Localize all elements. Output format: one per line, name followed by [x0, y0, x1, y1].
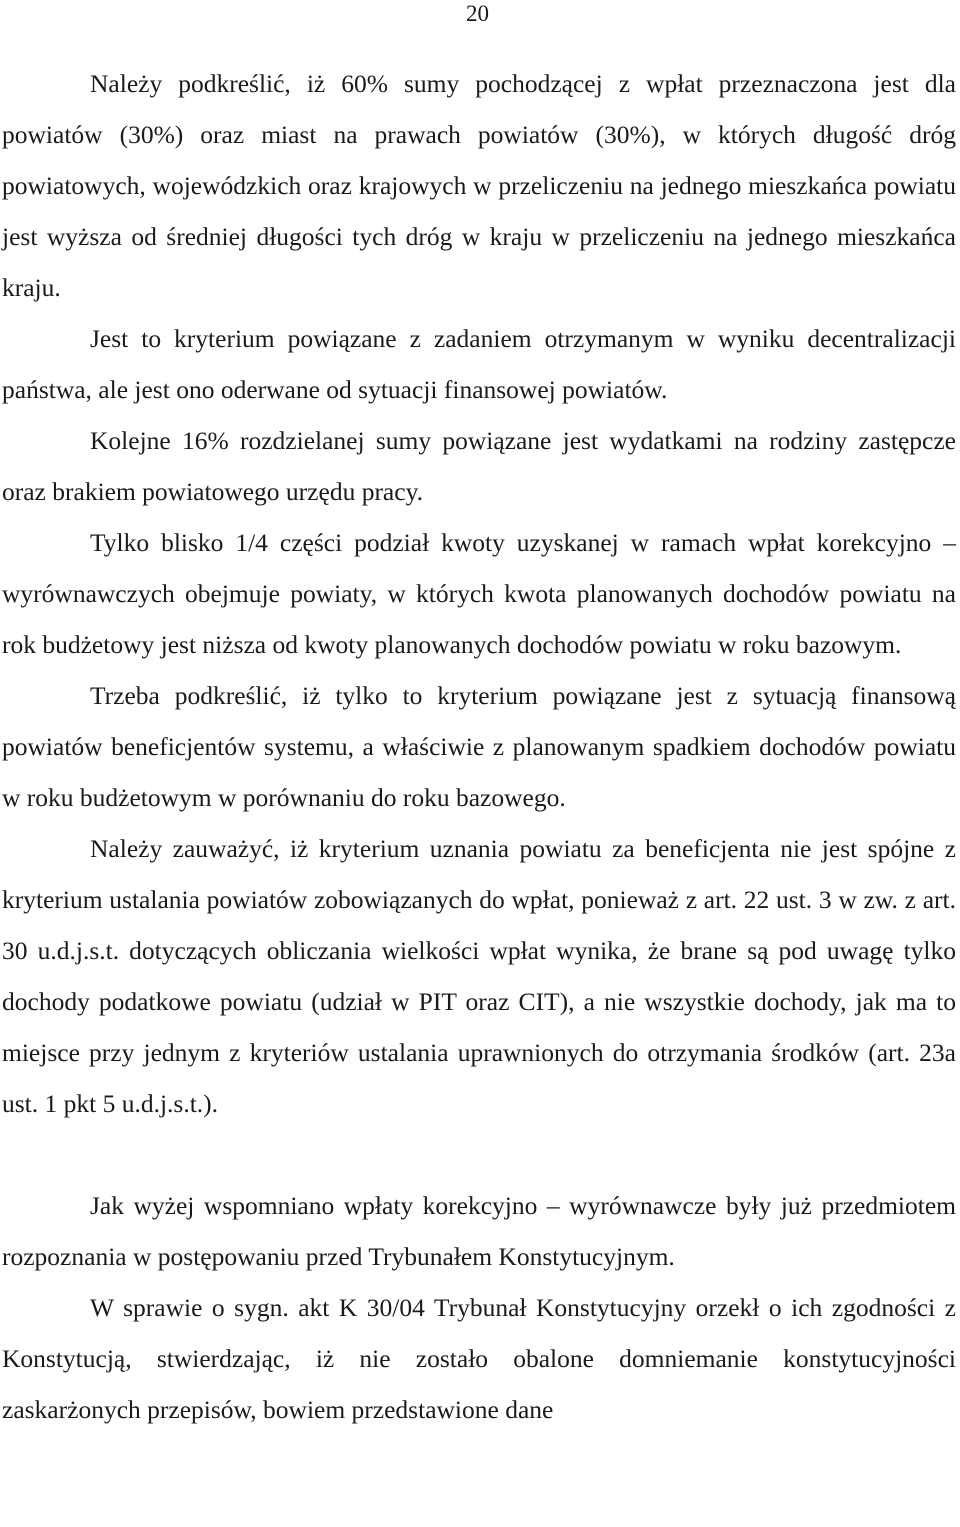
paragraph-4: Tylko blisko 1/4 części podział kwoty uzyskanej w ramach wpłat korekcyjno – wyrównawczych obejmuje powiaty, w których kwota planowanych dochodów powiatu na rok budżetowy jest niższa od kwoty planowanych dochodów powiatu w roku bazowym.: [2, 528, 956, 659]
page-number: 20: [466, 1, 489, 26]
paragraph-spacer: [2, 1129, 956, 1180]
paragraph-6: Należy zauważyć, iż kryterium uznania powiatu za beneficjenta nie jest spójne z kryterium ustalania powiatów zobowiązanych do wpłat, ponieważ z art. 22 ust. 3 w zw. z art. 30 u.d.j.s.t. dotyczących obliczania wielkości wpłat wynika, że brane są pod uwagę tylko dochody podatkowe powiatu (udział w PIT oraz CIT), a nie wszystkie dochody, jak ma to miejsce przy jednym z kryteriów ustalania uprawnionych do otrzymania środków (art. 23a ust. 1 pkt 5 u.d.j.s.t.).: [2, 834, 956, 1118]
paragraph-5: Trzeba podkreślić, iż tylko to kryterium powiązane jest z sytuacją finansową powiatów beneficjentów systemu, a właściwie z planowanym spadkiem dochodów powiatu w roku budżetowym w porównaniu do roku bazowego.: [2, 681, 956, 812]
paragraph-1: Należy podkreślić, iż 60% sumy pochodzącej z wpłat przeznaczona jest dla powiatów (30%) oraz miast na prawach powiatów (30%), w których długość dróg powiatowych, wojewódzkich oraz krajowych w przeliczeniu na jednego mieszkańca powiatu jest wyższa od średniej długości tych dróg w kraju w przeliczeniu na jednego mieszkańca kraju.: [2, 69, 956, 302]
paragraph-7: Jak wyżej wspomniano wpłaty korekcyjno – wyrównawcze były już przedmiotem rozpoznania w postępowaniu przed Trybunałem Konstytucyjnym.: [2, 1191, 956, 1271]
paragraph-3: Kolejne 16% rozdzielanej sumy powiązane jest wydatkami na rodziny zastępcze oraz brakiem powiatowego urzędu pracy.: [2, 426, 956, 506]
paragraph-2: Jest to kryterium powiązane z zadaniem otrzymanym w wyniku decentralizacji państwa, ale jest ono oderwane od sytuacji finansowej powiatów.: [2, 324, 956, 404]
paragraph-8: W sprawie o sygn. akt K 30/04 Trybunał Konstytucyjny orzekł o ich zgodności z Konstytucją, stwierdzając, iż nie zostało obalone domniemanie konstytucyjności zaskarżonych przepisów, bowiem przedstawione dane: [2, 1293, 956, 1424]
page-body: [2, 58, 956, 1435]
